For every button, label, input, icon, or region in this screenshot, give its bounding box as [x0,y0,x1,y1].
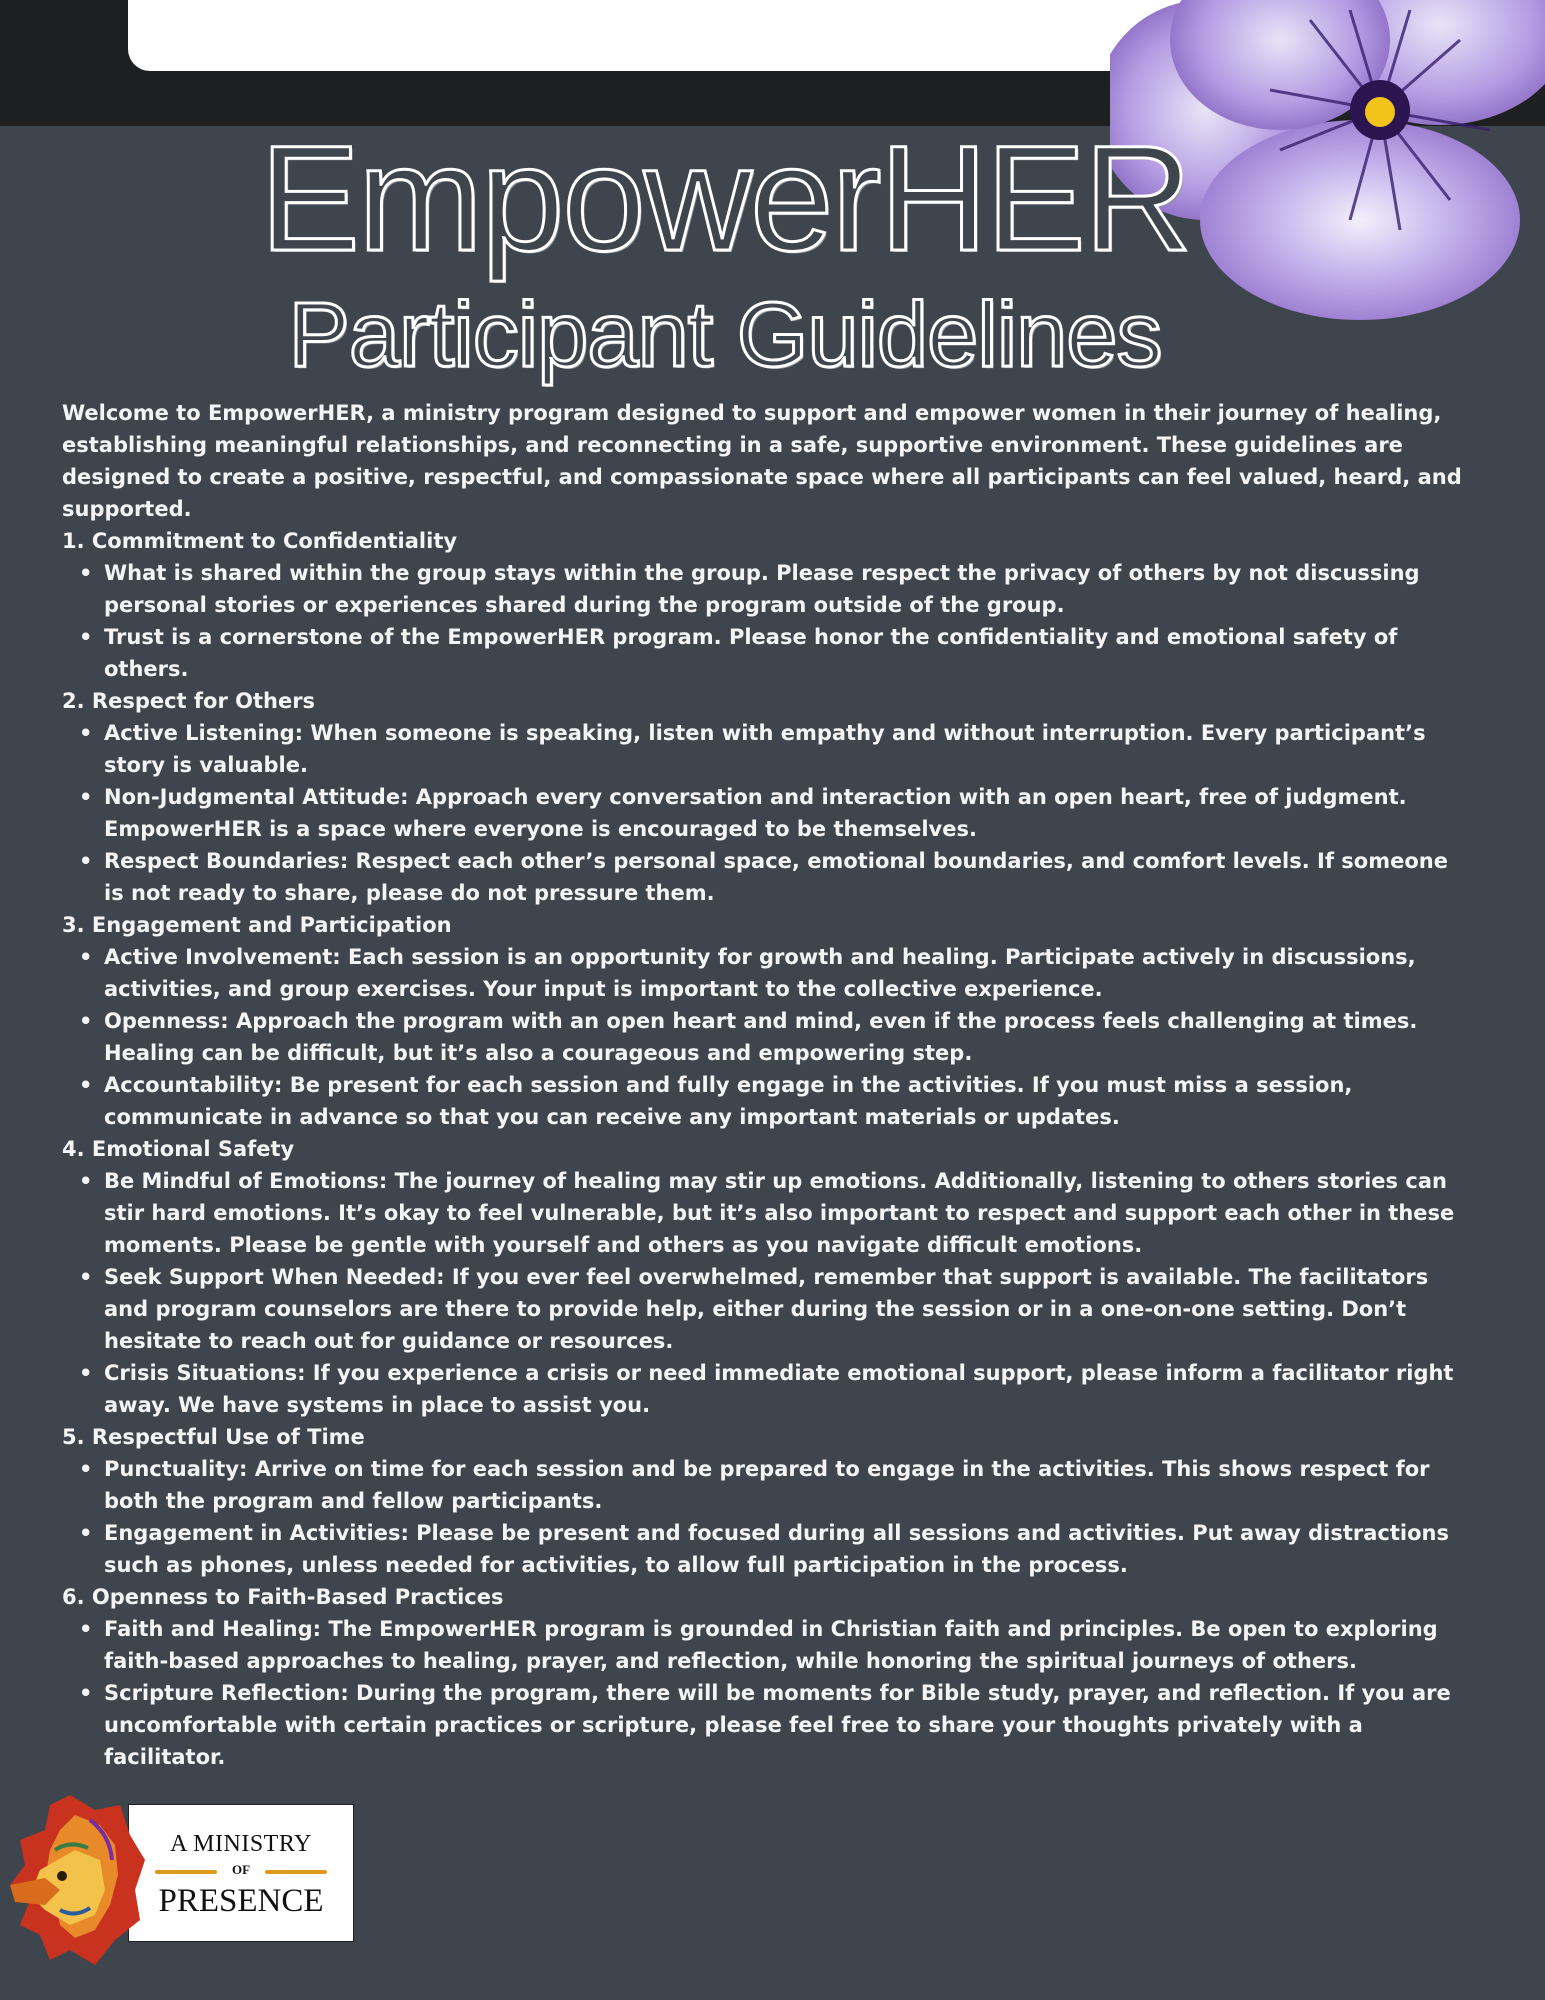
ministry-logo [0,1790,360,1970]
section-time [62,1421,1472,1581]
section-confidentiality [62,525,1472,685]
page-subtitle: Participant Guidelines [288,284,1162,386]
list-item: • Crisis Situations: If you experience a crisis or need immediate emotional support, please inform a facilitator right away. We have systems in place to assist you. [104,1357,1472,1421]
section-title: 4. Emotional Safety [62,1137,295,1161]
section-title: 2. Respect for Others [62,689,316,713]
list-item: • What is shared within the group stays within the group. Please respect the privacy of others by not discussing personal stories or experiences shared during the program outside of the group. [104,557,1472,621]
section-title: 1. Commitment to Confidentiality [62,529,458,553]
section-faith [62,1581,1472,1773]
list-item: • Respect Boundaries: Respect each other’s personal space, emotional boundaries, and comfort levels. If someone is not ready to share, please do not pressure them. [104,845,1472,909]
logo-line-2: OF [231,1862,251,1877]
list-item: • Active Listening: When someone is speaking, listen with empathy and without interruption. Every participant’s story is valuable. [104,717,1472,781]
list-item: • Trust is a cornerstone of the EmpowerHER program. Please honor the confidentiality and emotional safety of others. [104,621,1472,685]
section-title: 5. Respectful Use of Time [62,1425,365,1449]
logo-line-1: A MINISTRY [170,1831,312,1857]
list-item: • Scripture Reflection: During the program, there will be moments for Bible study, prayer, and reflection. If you are uncomfortable with certain practices or scripture, please feel free to share your thoughts privately with a facilitator. [104,1677,1472,1773]
section-respect [62,685,1472,909]
list-item: • Non-Judgmental Attitude: Approach every conversation and interaction with an open heart, free of judgment. EmpowerHER is a space where everyone is encouraged to be themselves. [104,781,1472,845]
list-item: • Openness: Approach the program with an open heart and mind, even if the process feels challenging at times. Healing can be difficult, but it’s also a courageous and empowering step. [104,1005,1472,1069]
logo-box [128,1804,354,1942]
logo-rule-right [265,1870,327,1874]
list-item: • Faith and Healing: The EmpowerHER program is grounded in Christian faith and principles. Be open to exploring faith-based approaches to healing, prayer, and reflection, while honoring the spiritual journeys of others. [104,1613,1472,1677]
section-title: 3. Engagement and Participation [62,913,452,937]
list-item: • Punctuality: Arrive on time for each session and be prepared to engage in the activities. This shows respect for both the program and fellow participants. [104,1453,1472,1517]
guidelines-body [62,397,1472,1773]
intro-paragraph: Welcome to EmpowerHER, a ministry program designed to support and empower women in their journey of healing, establishing meaningful relationships, and reconnecting in a safe, supportive environment. These guidelines are designed to create a positive, respectful, and compassionate space where all participants can feel valued, heard, and supported. [62,401,1462,521]
list-item: • Be Mindful of Emotions: The journey of healing may stir up emotions. Additionally, listening to others stories can stir hard emotions. It’s okay to feel vulnerable, but it’s also important to respect and support each other in these moments. Please be gentle with yourself and others as you navigate difficult emotions. [104,1165,1472,1261]
list-item: • Accountability: Be present for each session and fully engage in the activities. If you must miss a session, communicate in advance so that you can receive any important materials or updates. [104,1069,1472,1133]
list-item: • Engagement in Activities: Please be present and focused during all sessions and activities. Put away distractions such as phones, unless needed for activities, to allow full participation in the process. [104,1517,1472,1581]
top-banner-card [128,0,1268,71]
logo-line-3: PRESENCE [158,1883,324,1919]
page-title: EmpowerHER [259,114,1191,282]
lion-icon [0,1790,150,1970]
list-item: • Seek Support When Needed: If you ever feel overwhelmed, remember that support is available. The facilitators and program counselors are there to provide help, either during the session or in a one-on-one setting. Don’t hesitate to reach out for guidance or resources. [104,1261,1472,1357]
section-emotional-safety [62,1133,1472,1421]
section-title: 6. Openness to Faith-Based Practices [62,1585,504,1609]
list-item: • Active Involvement: Each session is an opportunity for growth and healing. Participate actively in discussions, activities, and group exercises. Your input is important to the collective experience. [104,941,1472,1005]
section-engagement [62,909,1472,1133]
